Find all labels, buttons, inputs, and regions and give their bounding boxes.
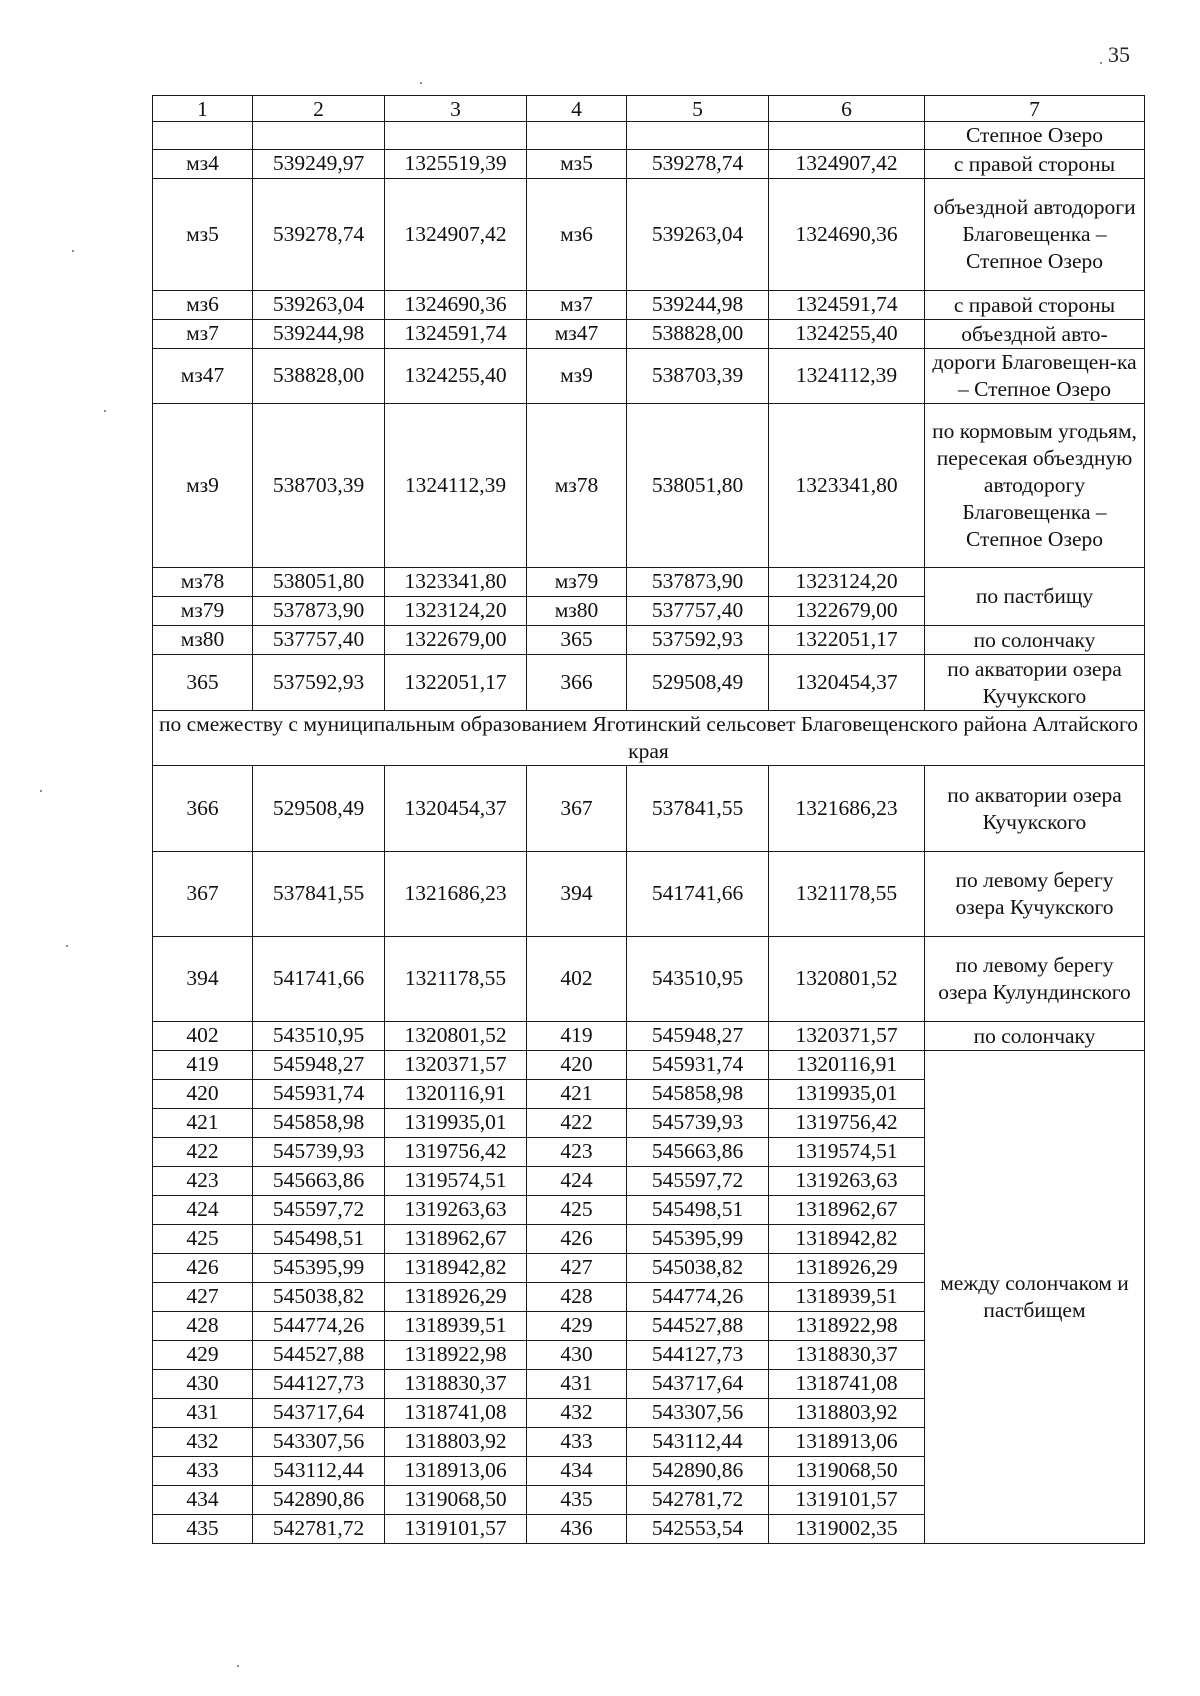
y-from-cell: 1323341,80 (385, 568, 527, 597)
y-to-cell: 1322051,17 (769, 626, 925, 655)
point-from-cell: 367 (153, 852, 253, 937)
x-to-cell: 544774,26 (627, 1283, 769, 1312)
point-to-cell: 420 (527, 1051, 627, 1080)
table-row (153, 655, 1145, 711)
boundary-description-cell: с правой стороны (925, 291, 1145, 320)
point-from-cell: 423 (153, 1167, 253, 1196)
boundary-description-cell: по пастбищу (925, 568, 1145, 626)
x-from-cell: 542890,86 (253, 1486, 385, 1515)
x-from-cell: 543510,95 (253, 1022, 385, 1051)
x-from-cell: 545858,98 (253, 1109, 385, 1138)
y-to-cell: 1320454,37 (769, 655, 925, 711)
y-from-cell: 1320116,91 (385, 1080, 527, 1109)
x-to-cell: 545395,99 (627, 1225, 769, 1254)
y-to-cell: 1319574,51 (769, 1138, 925, 1167)
y-to-cell: 1319002,35 (769, 1515, 925, 1544)
x-to-cell: 537873,90 (627, 568, 769, 597)
point-to-cell: 431 (527, 1370, 627, 1399)
x-to-cell: 537841,55 (627, 766, 769, 852)
x-from-cell: 544127,73 (253, 1370, 385, 1399)
scan-speck (1100, 62, 1102, 64)
x-to-cell: 544527,88 (627, 1312, 769, 1341)
point-to-cell: мз9 (527, 349, 627, 404)
x-to-cell: 538051,80 (627, 404, 769, 568)
x-to-cell: 545597,72 (627, 1167, 769, 1196)
scan-speck (237, 1665, 239, 1667)
x-to-cell: 539244,98 (627, 291, 769, 320)
column-header: 6 (769, 96, 925, 122)
point-from-cell: мз80 (153, 626, 253, 655)
point-to-cell: 394 (527, 852, 627, 937)
x-from-cell: 545663,86 (253, 1167, 385, 1196)
table-row (153, 349, 1145, 404)
x-from-cell: 538828,00 (253, 349, 385, 404)
x-to-cell: 542553,54 (627, 1515, 769, 1544)
x-from-cell: 539244,98 (253, 320, 385, 349)
y-to-cell: 1319068,50 (769, 1457, 925, 1486)
boundary-description-cell: по кормовым угодьям, пересекая объездную автодорогу Благовещенка – Степное Озеро (925, 404, 1145, 568)
x-from-cell: 544527,88 (253, 1341, 385, 1370)
point-to-cell: 365 (527, 626, 627, 655)
y-from-cell: 1319068,50 (385, 1486, 527, 1515)
y-to-cell: 1320801,52 (769, 937, 925, 1022)
boundary-description-cell: объездной авто- (925, 320, 1145, 349)
x-to-cell: 545038,82 (627, 1254, 769, 1283)
x-from-cell: 541741,66 (253, 937, 385, 1022)
point-from-cell: мз47 (153, 349, 253, 404)
table-row (153, 1051, 1145, 1080)
table-row (153, 404, 1145, 568)
x-to-cell: 542781,72 (627, 1486, 769, 1515)
y-from-cell: 1318741,08 (385, 1399, 527, 1428)
scan-speck (420, 82, 422, 84)
point-from-cell: мз4 (153, 150, 253, 179)
x-to-cell: 539263,04 (627, 179, 769, 291)
y-to-cell (769, 122, 925, 150)
point-to-cell: 427 (527, 1254, 627, 1283)
x-from-cell (253, 122, 385, 150)
boundary-description-cell: объездной автодороги Благовещенка – Степное Озеро (925, 179, 1145, 291)
point-to-cell: 422 (527, 1109, 627, 1138)
boundary-description-cell: по акватории озера Кучукского (925, 766, 1145, 852)
x-to-cell: 545498,51 (627, 1196, 769, 1225)
point-from-cell: 421 (153, 1109, 253, 1138)
point-to-cell: 428 (527, 1283, 627, 1312)
y-to-cell: 1323341,80 (769, 404, 925, 568)
y-from-cell: 1324112,39 (385, 404, 527, 568)
x-from-cell: 529508,49 (253, 766, 385, 852)
x-to-cell (627, 122, 769, 150)
point-to-cell: 433 (527, 1428, 627, 1457)
column-header: 3 (385, 96, 527, 122)
boundary-description-cell: с правой стороны (925, 150, 1145, 179)
table-row (153, 179, 1145, 291)
x-to-cell: 538703,39 (627, 349, 769, 404)
point-to-cell: 402 (527, 937, 627, 1022)
point-from-cell: 365 (153, 655, 253, 711)
y-to-cell: 1324112,39 (769, 349, 925, 404)
point-to-cell: 419 (527, 1022, 627, 1051)
table-row (153, 291, 1145, 320)
y-from-cell: 1324591,74 (385, 320, 527, 349)
point-to-cell: 426 (527, 1225, 627, 1254)
y-to-cell: 1320371,57 (769, 1022, 925, 1051)
point-from-cell: 426 (153, 1254, 253, 1283)
y-to-cell: 1318913,06 (769, 1428, 925, 1457)
x-to-cell: 541741,66 (627, 852, 769, 937)
point-from-cell: мз79 (153, 597, 253, 626)
x-from-cell: 538703,39 (253, 404, 385, 568)
point-from-cell: 433 (153, 1457, 253, 1486)
x-from-cell: 545948,27 (253, 1051, 385, 1080)
point-to-cell: мз79 (527, 568, 627, 597)
y-from-cell: 1318922,98 (385, 1341, 527, 1370)
scan-speck (104, 410, 106, 412)
x-from-cell: 545038,82 (253, 1283, 385, 1312)
y-to-cell: 1318922,98 (769, 1312, 925, 1341)
column-header: 2 (253, 96, 385, 122)
point-from-cell: мз6 (153, 291, 253, 320)
x-to-cell: 537592,93 (627, 626, 769, 655)
y-to-cell: 1318939,51 (769, 1283, 925, 1312)
x-to-cell: 543112,44 (627, 1428, 769, 1457)
y-from-cell: 1319263,63 (385, 1196, 527, 1225)
point-to-cell (527, 122, 627, 150)
column-header: 1 (153, 96, 253, 122)
section-heading: по смежеству с муниципальным образованием Яготинский сельсовет Благовещенского района Алтайского края (153, 711, 1145, 766)
x-to-cell: 544127,73 (627, 1341, 769, 1370)
y-to-cell: 1319756,42 (769, 1109, 925, 1138)
y-from-cell (385, 122, 527, 150)
point-from-cell: 429 (153, 1341, 253, 1370)
table-row (153, 766, 1145, 852)
x-from-cell: 537873,90 (253, 597, 385, 626)
table-row (153, 852, 1145, 937)
y-to-cell: 1318803,92 (769, 1399, 925, 1428)
page-number: 35 (1108, 42, 1130, 67)
y-to-cell: 1324690,36 (769, 179, 925, 291)
point-from-cell: 435 (153, 1515, 253, 1544)
y-from-cell: 1318939,51 (385, 1312, 527, 1341)
y-from-cell: 1319101,57 (385, 1515, 527, 1544)
point-to-cell: 432 (527, 1399, 627, 1428)
table-row (153, 122, 1145, 150)
point-to-cell: мз5 (527, 150, 627, 179)
y-to-cell: 1318830,37 (769, 1341, 925, 1370)
x-to-cell: 529508,49 (627, 655, 769, 711)
y-from-cell: 1324255,40 (385, 349, 527, 404)
y-to-cell: 1324255,40 (769, 320, 925, 349)
column-header: 7 (925, 96, 1145, 122)
y-from-cell: 1319756,42 (385, 1138, 527, 1167)
x-from-cell: 545739,93 (253, 1138, 385, 1167)
x-to-cell: 543717,64 (627, 1370, 769, 1399)
x-to-cell: 543307,56 (627, 1399, 769, 1428)
header-row (153, 96, 1145, 122)
x-to-cell: 543510,95 (627, 937, 769, 1022)
scan-speck (66, 945, 68, 947)
point-to-cell: 435 (527, 1486, 627, 1515)
x-to-cell: 538828,00 (627, 320, 769, 349)
y-to-cell: 1321686,23 (769, 766, 925, 852)
point-from-cell: 430 (153, 1370, 253, 1399)
point-to-cell: 425 (527, 1196, 627, 1225)
scan-speck (40, 790, 42, 792)
point-from-cell: 427 (153, 1283, 253, 1312)
table-row (153, 150, 1145, 179)
point-to-cell: 421 (527, 1080, 627, 1109)
point-to-cell: 367 (527, 766, 627, 852)
x-from-cell: 537592,93 (253, 655, 385, 711)
boundary-description-cell: по левому берегу озера Кучукского (925, 852, 1145, 937)
x-from-cell: 539263,04 (253, 291, 385, 320)
y-from-cell: 1320801,52 (385, 1022, 527, 1051)
x-from-cell: 537841,55 (253, 852, 385, 937)
y-from-cell: 1321178,55 (385, 937, 527, 1022)
y-from-cell: 1319935,01 (385, 1109, 527, 1138)
point-from-cell: 434 (153, 1486, 253, 1515)
table-row (153, 568, 1145, 597)
point-to-cell: 430 (527, 1341, 627, 1370)
x-from-cell: 543307,56 (253, 1428, 385, 1457)
boundary-description-cell: дороги Благовещен-ка – Степное Озеро (925, 349, 1145, 404)
y-to-cell: 1319101,57 (769, 1486, 925, 1515)
y-to-cell: 1318741,08 (769, 1370, 925, 1399)
point-from-cell (153, 122, 253, 150)
x-from-cell: 545597,72 (253, 1196, 385, 1225)
y-from-cell: 1322679,00 (385, 626, 527, 655)
y-from-cell: 1318913,06 (385, 1457, 527, 1486)
point-to-cell: 366 (527, 655, 627, 711)
boundary-description-cell: по солончаку (925, 1022, 1145, 1051)
table-row (153, 320, 1145, 349)
y-from-cell: 1319574,51 (385, 1167, 527, 1196)
point-to-cell: 429 (527, 1312, 627, 1341)
x-from-cell: 539249,97 (253, 150, 385, 179)
y-to-cell: 1324907,42 (769, 150, 925, 179)
x-to-cell: 539278,74 (627, 150, 769, 179)
x-to-cell: 545858,98 (627, 1080, 769, 1109)
point-to-cell: мз7 (527, 291, 627, 320)
point-from-cell: 431 (153, 1399, 253, 1428)
y-from-cell: 1322051,17 (385, 655, 527, 711)
table-row (153, 937, 1145, 1022)
point-from-cell: 432 (153, 1428, 253, 1457)
point-from-cell: мз7 (153, 320, 253, 349)
x-to-cell: 545663,86 (627, 1138, 769, 1167)
y-to-cell: 1319263,63 (769, 1167, 925, 1196)
point-from-cell: 366 (153, 766, 253, 852)
point-from-cell: 425 (153, 1225, 253, 1254)
y-to-cell: 1318962,67 (769, 1196, 925, 1225)
x-to-cell: 542890,86 (627, 1457, 769, 1486)
point-to-cell: 424 (527, 1167, 627, 1196)
boundary-description-cell: по левому берегу озера Кулундинского (925, 937, 1145, 1022)
point-from-cell: 428 (153, 1312, 253, 1341)
point-from-cell: мз78 (153, 568, 253, 597)
point-to-cell: 423 (527, 1138, 627, 1167)
y-to-cell: 1322679,00 (769, 597, 925, 626)
x-from-cell: 544774,26 (253, 1312, 385, 1341)
boundary-coordinates-table (152, 95, 1145, 1544)
point-from-cell: 424 (153, 1196, 253, 1225)
point-to-cell: мз78 (527, 404, 627, 568)
x-from-cell: 542781,72 (253, 1515, 385, 1544)
y-to-cell: 1318942,82 (769, 1225, 925, 1254)
x-from-cell: 545498,51 (253, 1225, 385, 1254)
y-from-cell: 1323124,20 (385, 597, 527, 626)
point-to-cell: 436 (527, 1515, 627, 1544)
x-from-cell: 537757,40 (253, 626, 385, 655)
point-to-cell: мз80 (527, 597, 627, 626)
y-to-cell: 1319935,01 (769, 1080, 925, 1109)
y-from-cell: 1325519,39 (385, 150, 527, 179)
point-from-cell: мз9 (153, 404, 253, 568)
table-row (153, 1022, 1145, 1051)
point-from-cell: 419 (153, 1051, 253, 1080)
table-row (153, 626, 1145, 655)
point-to-cell: мз6 (527, 179, 627, 291)
boundary-description-cell: Степное Озеро (925, 122, 1145, 150)
x-to-cell: 537757,40 (627, 597, 769, 626)
y-to-cell: 1324591,74 (769, 291, 925, 320)
column-header: 4 (527, 96, 627, 122)
y-to-cell: 1323124,20 (769, 568, 925, 597)
point-from-cell: мз5 (153, 179, 253, 291)
y-to-cell: 1318926,29 (769, 1254, 925, 1283)
y-to-cell: 1321178,55 (769, 852, 925, 937)
point-from-cell: 394 (153, 937, 253, 1022)
boundary-description-cell: по солончаку (925, 626, 1145, 655)
y-from-cell: 1318830,37 (385, 1370, 527, 1399)
y-from-cell: 1321686,23 (385, 852, 527, 937)
point-from-cell: 420 (153, 1080, 253, 1109)
y-from-cell: 1318803,92 (385, 1428, 527, 1457)
x-from-cell: 539278,74 (253, 179, 385, 291)
x-from-cell: 545931,74 (253, 1080, 385, 1109)
y-from-cell: 1324907,42 (385, 179, 527, 291)
x-to-cell: 545948,27 (627, 1022, 769, 1051)
y-from-cell: 1320371,57 (385, 1051, 527, 1080)
boundary-description-cell: между солончаком и пастбищем (925, 1051, 1145, 1544)
point-to-cell: 434 (527, 1457, 627, 1486)
point-to-cell: мз47 (527, 320, 627, 349)
point-from-cell: 402 (153, 1022, 253, 1051)
x-from-cell: 538051,80 (253, 568, 385, 597)
scan-speck (72, 250, 74, 252)
x-to-cell: 545931,74 (627, 1051, 769, 1080)
y-to-cell: 1320116,91 (769, 1051, 925, 1080)
x-from-cell: 545395,99 (253, 1254, 385, 1283)
y-from-cell: 1318942,82 (385, 1254, 527, 1283)
x-from-cell: 543112,44 (253, 1457, 385, 1486)
y-from-cell: 1324690,36 (385, 291, 527, 320)
y-from-cell: 1318962,67 (385, 1225, 527, 1254)
x-to-cell: 545739,93 (627, 1109, 769, 1138)
y-from-cell: 1320454,37 (385, 766, 527, 852)
y-from-cell: 1318926,29 (385, 1283, 527, 1312)
column-header: 5 (627, 96, 769, 122)
boundary-description-cell: по акватории озера Кучукского (925, 655, 1145, 711)
x-from-cell: 543717,64 (253, 1399, 385, 1428)
section-heading-row (153, 711, 1145, 766)
point-from-cell: 422 (153, 1138, 253, 1167)
